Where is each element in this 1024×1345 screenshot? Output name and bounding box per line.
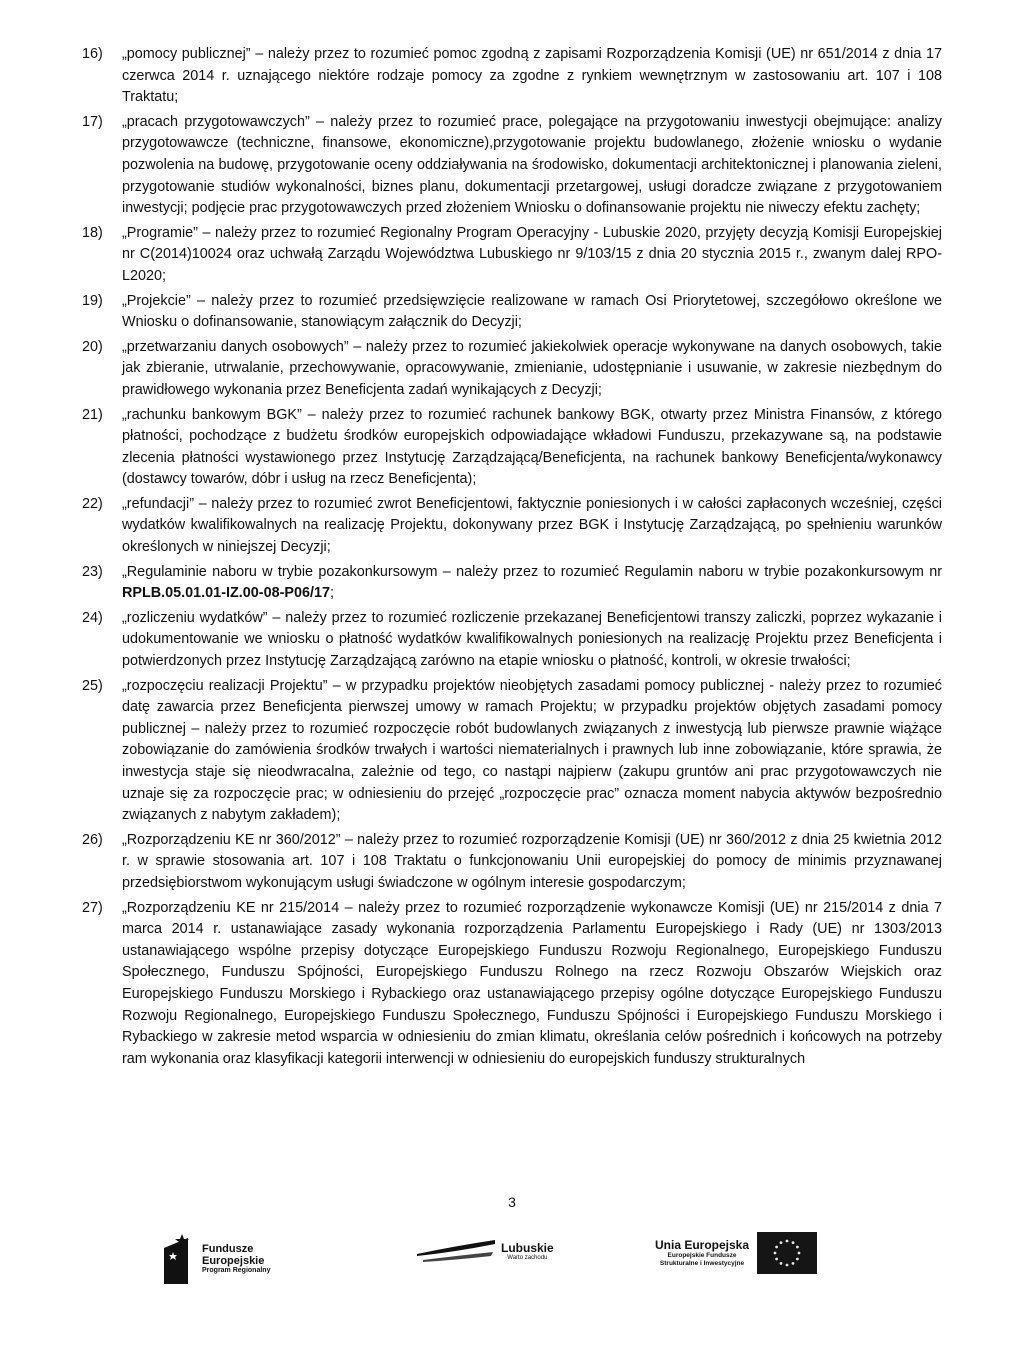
- definition-number: 25): [82, 677, 103, 694]
- definition-number: 17): [82, 113, 103, 130]
- fe-line-3: Program Regionalny: [202, 1267, 271, 1275]
- definition-item: [82, 608, 942, 673]
- definition-text: „Programie” – należy przez to rozumieć Regionalny Program Operacyjny - Lubuskie 2020, przyjęty decyzją Komisji Europejskiej nr C(2014)10024 oraz uchwałą Zarządu Województwa Lubuskiego nr 9/103/15 z dnia 20 stycznia 2015 r., zwanym dalej RPO-L2020;: [122, 224, 942, 284]
- definition-item: [82, 112, 942, 220]
- definition-number: 19): [82, 292, 103, 309]
- lubuskie-name: Lubuskie: [501, 1241, 554, 1256]
- fe-line-2: Europejskie: [202, 1255, 265, 1268]
- definition-text: „pomocy publicznej” – należy przez to rozumieć pomoc zgodną z zapisami Rozporządzenia Komisji (UE) nr 651/2014 z dnia 17 czerwca 2014 r. uznającego niektóre rodzaje pomocy za zgodne z rynkiem wewnętrznym w zastosowaniu art. 107 i 108 Traktatu;: [122, 46, 942, 106]
- definition-text: „przetwarzaniu danych osobowych” – należy przez to rozumieć jakiekolwiek operacje wykonywane na danych osobowych, takie jak zbieranie, utrwalanie, przechowywanie, opracowywanie, zmienianie, udostępnianie i usuwanie, w zakresie niezbędnym do prawidłowego wykonania przez Beneficjenta zadań wynikających z Decyzji;: [122, 338, 942, 398]
- definition-text: „Projekcie” – należy przez to rozumieć przedsięwzięcie realizowane w ramach Osi Priorytetowej, szczegółowo określone we Wniosku o dofinansowanie, stanowiącym załącznik do Decyzji;: [122, 292, 942, 331]
- definition-text: „refundacji” – należy przez to rozumieć zwrot Beneficjentowi, faktycznie poniesionych i w całości zapłaconych wcześniej, części wydatków kwalifikowalnych na realizację Projektu, dokonywany przez BGK i Instytucję Zarządzającą, po spełnieniu warunków określonych w niniejszej Decyzji;: [122, 495, 942, 556]
- definition-number: 20): [82, 338, 103, 355]
- footer-logos: [160, 1232, 860, 1292]
- definition-item: [82, 830, 942, 895]
- definition-text: „Rozporządzeniu KE nr 360/2012” – należy przez to rozumieć rozporządzenie Komisji (UE) nr 360/2012 z dnia 25 kwietnia 2012 r. w sprawie stosowania art. 107 i 108 Traktatu o funkcjonowaniu Unii europejskiej do pomocy de minimis przyznawanej przedsiębiorstwom wykonującym usługi świadczone w ogólnym interesie gospodarczym;: [122, 831, 942, 891]
- definition-text: „pracach przygotowawczych” – należy przez to rozumieć prace, polegające na przygotowaniu inwestycji obejmujące: analizy przygotowawcze (techniczne, finansowe, ekonomiczne),przygotowanie projektu budowlanego, złożenie wniosku o wydanie pozwolenia na budowę, przygotowanie oceny oddziaływania na środowisko, dokumentacji architektonicznej i planowania zieleni, przygotowanie studiów wykonalności, biznes planu, dokumentacji przetargowej, usługi doradcze związane z przygotowaniem inwestycji; podjęcie prac przygotowawczych przed złożeniem Wniosku o dofinansowanie projektu nie niweczy efektu zachęty;: [122, 113, 942, 217]
- definition-item: [82, 291, 942, 334]
- definition-number: 26): [82, 831, 103, 848]
- regulation-number: RPLB.05.01.01-IZ.00-08-P06/17: [122, 585, 330, 602]
- ue-line-1: Unia Europejska: [655, 1238, 750, 1253]
- fe-line-1: Fundusze: [202, 1243, 254, 1256]
- definition-number: 22): [82, 495, 103, 512]
- definition-text: „Rozporządzeniu KE nr 215/2014 – należy przez to rozumieć rozporządzenie wykonawcze Komisji (UE) nr 215/2014 z dnia 7 marca 2014 r. ustanawiające zasady wykonania rozporządzenia Parlamentu Europejskiego i Rady (UE) nr 1303/2013 ustanawiającego wspólne przepisy dotyczące Europejskiego Funduszu Rozwoju Regionalnego, Europejskiego Funduszu Społecznego, Funduszu Spójności, Europejskiego Funduszu Rolnego na rzecz Rozwoju Obszarów Wiejskich oraz Europejskiego Funduszu Morskiego i Rybackiego oraz ustanawiającego przepisy ogólne dotyczące Europejskiego Funduszu Rozwoju Regionalnego, Europejskiego Funduszu Społecznego, Funduszu Spójności i Europejskiego Funduszu Morskiego i Rybackiego w zakresie metod wsparcia w odniesieniu do zmian klimatu, określania celów pośrednich i końcowych na potrzeby ram wykonania oraz klasyfikacji kategorii interwencji w odniesieniu do europejskich funduszy strukturalnych: [122, 899, 942, 1067]
- definition-number: 23): [82, 563, 103, 580]
- definition-item: [82, 494, 942, 559]
- lubuskie-logo: [415, 1232, 554, 1272]
- definition-item: [82, 405, 942, 491]
- definition-text: „Regulaminie naboru w trybie pozakonkursowym – należy przez to rozumieć Regulamin naboru w trybie pozakonkursowym nr: [122, 563, 942, 580]
- definition-number: 16): [82, 46, 103, 62]
- lubuskie-swoosh-icon: [415, 1232, 497, 1272]
- definition-number: 24): [82, 609, 103, 626]
- definition-tail: ;: [329, 585, 334, 602]
- definition-item: [82, 223, 942, 288]
- ue-line-2: Europejskie Fundusze: [667, 1252, 737, 1260]
- definition-item: [82, 562, 942, 605]
- lubuskie-slogan: Warto zachodu: [507, 1255, 548, 1262]
- eu-flag-icon: [757, 1232, 817, 1274]
- ue-line-3: Strukturalne i Inwestycyjne: [659, 1259, 745, 1267]
- definitions-list: [82, 44, 942, 1073]
- definition-number: 18): [82, 224, 103, 241]
- definition-text: „rozliczeniu wydatków” – należy przez to rozumieć rozliczenie przekazanej Beneficjentowi transzy zaliczki, poprzez wykazanie i udokumentowanie we wniosku o płatność wydatków kwalifikowalnych poniesionych na realizację Projektu przez Beneficjenta i potwierdzonych przez Instytucję Zarządzającą zarówno na etapie wniosku o płatność, kontroli, w okresie trwałości;: [122, 609, 942, 670]
- definition-item: [82, 44, 942, 109]
- definition-item: [82, 898, 942, 1071]
- definition-text: „rozpoczęciu realizacji Projektu” – w przypadku projektów nieobjętych zasadami pomocy publicznej - należy przez to rozumieć datę zawarcia przez Beneficjenta pierwszej umowy w ramach Projektu; w przypadku projektów objętych zasadami pomocy publicznej – należy przez to rozumieć rozpoczęcie robót budowlanych związanych z inwestycją lub pierwsze prawnie wiążące zobowiązanie do zamówienia środków trwałych i wartości niematerialnych i prawnych lub inne zobowiązanie, które sprawia, że inwestycja staje się nieodwracalna, zależnie od tego, co nastąpi najpierw (zakupu gruntów ani prac przygotowawczych nie uznaje się za rozpoczęcie prac; w odniesieniu do przejęć „rozpoczęcie prac” oznacza moment nabycia aktywów bezpośrednio związanych z nabytym zakładem);: [122, 677, 942, 824]
- definition-item: [82, 676, 942, 827]
- definition-number: 27): [82, 899, 103, 916]
- definition-item: [82, 337, 942, 402]
- unia-europejska-logo: [655, 1232, 817, 1274]
- definition-text: „rachunku bankowym BGK” – należy przez to rozumieć rachunek bankowy BGK, otwarty przez Ministra Finansów, z którego płatności, pochodzące z budżetu środków europejskich odpowiadające wkładowi Funduszu, przekazywane są, na podstawie zlecenia płatności wystawionego przez Instytucję Zarządzającą/Beneficjenta, na rachunek bankowy Beneficjenta/wykonawcy (dostawcy towarów, dóbr i usług na rzecz Beneficjenta);: [122, 406, 942, 488]
- fundusze-europejskie-emblem-icon: [160, 1232, 194, 1286]
- definition-number: 21): [82, 406, 103, 423]
- fundusze-europejskie-logo: [160, 1232, 270, 1286]
- page-number: 3: [508, 1194, 516, 1210]
